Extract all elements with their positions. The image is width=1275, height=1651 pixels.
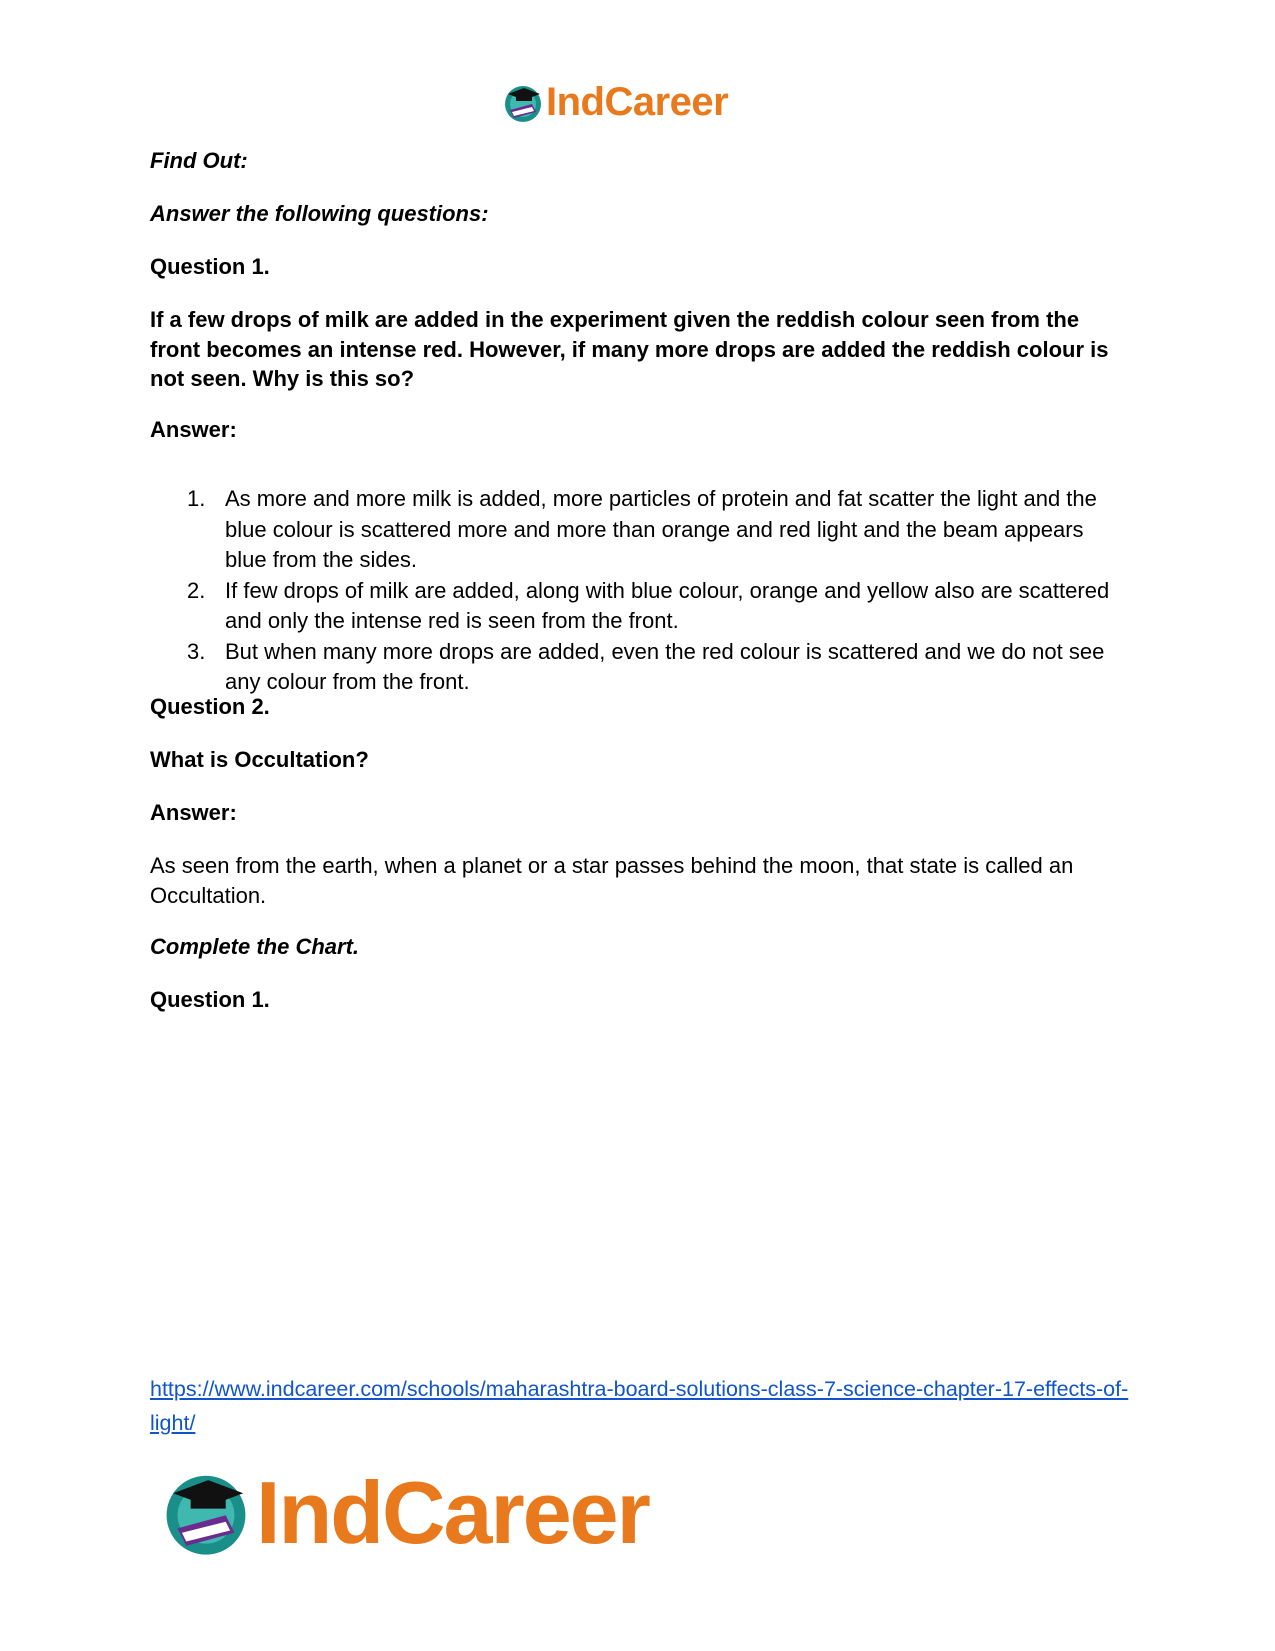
question-1-text: If a few drops of milk are added in the experiment given the reddish colour seen from the front becomes an intense red. However, if many more drops are added the reddish colour is not seen. Why is this so? xyxy=(150,307,1109,391)
header-logo xyxy=(502,80,728,125)
list-number: 3. xyxy=(187,638,206,664)
complete-chart-heading: Complete the Chart. xyxy=(150,934,360,959)
find-out-heading: Find Out: xyxy=(150,148,248,173)
list-item xyxy=(150,637,1130,698)
footer-link-container xyxy=(150,1372,1130,1440)
question-3-label: Question 1. xyxy=(150,987,270,1012)
source-link[interactable]: https://www.indcareer.com/schools/maharashtra-board-solutions-class-7-science-chapter-17-effects-of-light/ xyxy=(150,1377,1129,1435)
question-2-text: What is Occultation? xyxy=(150,747,369,772)
logo-wordmark: IndCareer xyxy=(546,80,729,124)
answer-2-label: Answer: xyxy=(150,800,237,825)
list-number: 2. xyxy=(187,577,206,603)
list-item xyxy=(150,576,1130,637)
answer-1-label: Answer: xyxy=(150,417,237,442)
graduation-book-icon xyxy=(160,1467,252,1559)
logo-wordmark: IndCareer xyxy=(256,1463,649,1562)
question-2-label: Question 2. xyxy=(150,694,270,719)
list-item-text: But when many more drops are added, even the red colour is scattered and we do not see any colour from the front. xyxy=(225,638,1105,694)
answer-following-heading: Answer the following questions: xyxy=(150,201,489,226)
answer-list xyxy=(150,484,1130,698)
graduation-book-icon xyxy=(502,82,544,124)
question-1-label: Question 1. xyxy=(150,254,270,279)
footer-logo xyxy=(160,1462,649,1564)
answer-2-text: As seen from the earth, when a planet or a star passes behind the moon, that state is called an Occultation. xyxy=(150,853,1074,908)
list-item-text: As more and more milk is added, more particles of protein and fat scatter the light and the blue colour is scattered more and more than orange and red light and the beam appears blue from the sides. xyxy=(225,486,1097,572)
list-item-text: If few drops of milk are added, along with blue colour, orange and yellow also are scattered and only the intense red is seen from the front. xyxy=(225,577,1110,633)
list-number: 1. xyxy=(187,486,206,511)
list-item xyxy=(150,484,1130,576)
